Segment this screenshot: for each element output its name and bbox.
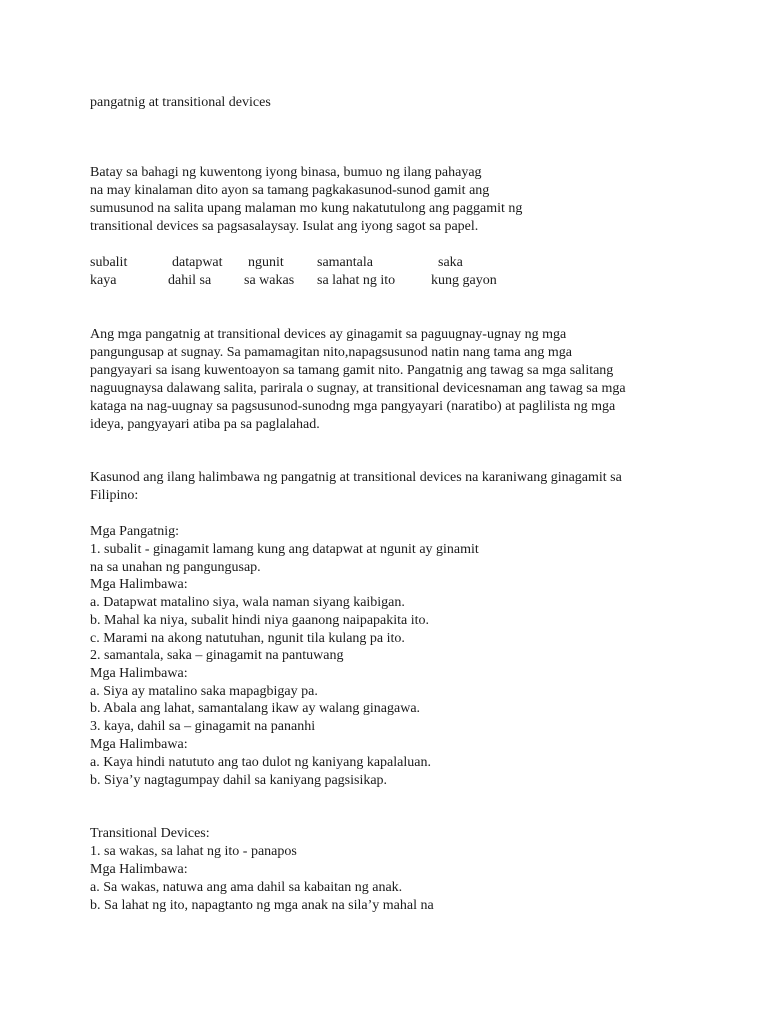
- instructions-line: na may kinalaman dito ayon sa tamang pagkakasunod-sunod gamit ang: [90, 183, 490, 198]
- instructions-line: Batay sa bahagi ng kuwentong iyong binasa, bumuo ng ilang pahayag: [90, 165, 482, 180]
- transitional-line: b. Sa lahat ng ito, napagtanto ng mga anak na sila’y mahal na: [90, 898, 434, 913]
- pangatnig-line: Mga Halimbawa:: [90, 577, 188, 592]
- pangatnig-line: a. Siya ay matalino saka mapagbigay pa.: [90, 684, 318, 699]
- definition-line: naguugnaysa dalawang salita, parirala o sugnay, at transitional devicesnaman ang tawag sa mga: [90, 381, 626, 396]
- pangatnig-heading: Mga Pangatnig:: [90, 524, 180, 539]
- transitional-line: a. Sa wakas, natuwa ang ama dahil sa kabaitan ng anak.: [90, 880, 403, 895]
- word-bank-word: saka: [438, 255, 463, 270]
- pangatnig-line: 1. subalit - ginagamit lamang kung ang datapwat at ngunit ay ginamit: [90, 542, 479, 557]
- definition-line: pangyayari sa isang kuwentoayon sa tamang gamit nito. Pangatnig ang tawag sa mga salitang: [90, 363, 614, 378]
- word-bank-word: kaya: [90, 273, 117, 288]
- instructions-line: transitional devices sa pagsasalaysay. Isulat ang iyong sagot sa papel.: [90, 219, 479, 234]
- pangatnig-line: 3. kaya, dahil sa – ginagamit na pananhi: [90, 719, 316, 734]
- pangatnig-line: na sa unahan ng pangungusap.: [90, 560, 261, 575]
- word-bank-word: subalit: [90, 255, 128, 270]
- pangatnig-line: Mga Halimbawa:: [90, 666, 188, 681]
- instructions-line: sumusunod na salita upang malaman mo kung nakatutulong ang paggamit ng: [90, 201, 523, 216]
- transitional-line: Mga Halimbawa:: [90, 862, 188, 877]
- word-bank-word: sa lahat ng ito: [317, 273, 396, 288]
- definition-line: kataga na nag-uugnay sa pagsusunod-sunodng mga pangyayari (naratibo) at paglilista ng mga: [90, 399, 616, 414]
- pangatnig-line: a. Kaya hindi natututo ang tao dulot ng kaniyang kapalaluan.: [90, 755, 431, 770]
- transitional-line: 1. sa wakas, sa lahat ng ito - panapos: [90, 844, 297, 859]
- definition-line: pangungusap at sugnay. Sa pamamagitan nito,napagsusunod natin nang tama ang mga: [90, 345, 572, 360]
- definition-line: Ang mga pangatnig at transitional devices ay ginagamit sa paguugnay-ugnay ng mga: [90, 327, 567, 342]
- word-bank-word: sa wakas: [244, 273, 295, 288]
- pangatnig-line: b. Siya’y nagtagumpay dahil sa kaniyang pagsisikap.: [90, 773, 388, 788]
- definition-line: ideya, pangyayari atiba pa sa paglalahad.: [90, 417, 320, 432]
- word-bank-word: dahil sa: [168, 273, 212, 288]
- word-bank-word: ngunit: [248, 255, 284, 270]
- pangatnig-line: c. Marami na akong natutuhan, ngunit tila kulang pa ito.: [90, 631, 405, 646]
- word-bank-word: datapwat: [172, 255, 223, 270]
- transitional-heading: Transitional Devices:: [90, 826, 210, 841]
- pangatnig-line: a. Datapwat matalino siya, wala naman siyang kaibigan.: [90, 595, 405, 610]
- pangatnig-line: 2. samantala, saka – ginagamit na pantuwang: [90, 648, 344, 663]
- word-bank-word: kung gayon: [431, 273, 497, 288]
- document-title: pangatnig at transitional devices: [90, 95, 271, 110]
- intro-line: Kasunod ang ilang halimbawa ng pangatnig at transitional devices na karaniwang ginagamit sa: [90, 470, 622, 485]
- pangatnig-line: b. Abala ang lahat, samantalang ikaw ay walang ginagawa.: [90, 701, 421, 716]
- pangatnig-line: b. Mahal ka niya, subalit hindi niya gaanong naipapakita ito.: [90, 613, 430, 628]
- intro-line: Filipino:: [90, 488, 139, 503]
- word-bank-word: samantala: [317, 255, 373, 270]
- pangatnig-line: Mga Halimbawa:: [90, 737, 188, 752]
